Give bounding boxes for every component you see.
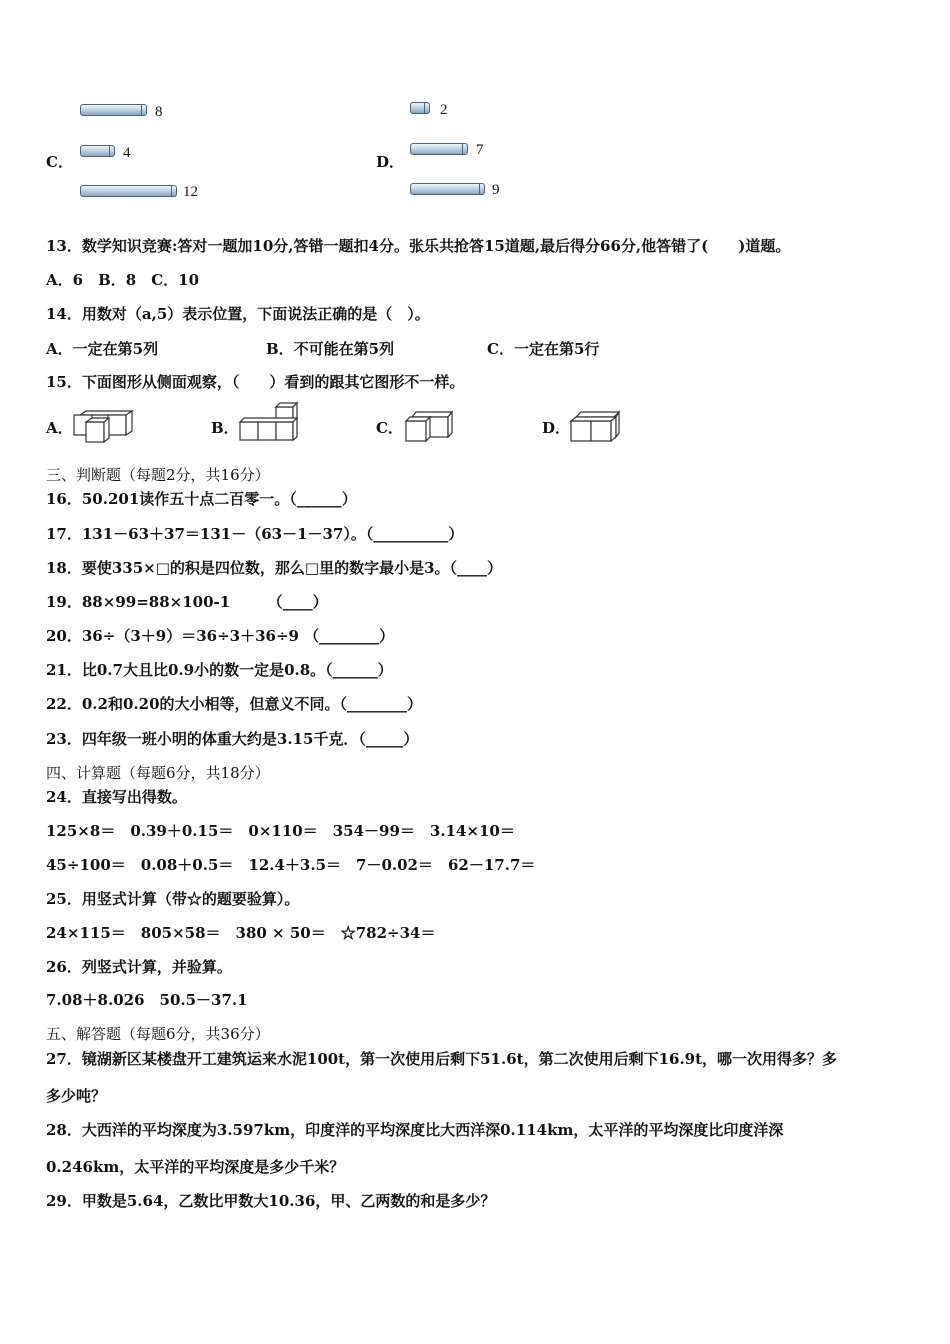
- question-14: 14．用数对（a,5）表示位置，下面说法正确的是（ ）。: [46, 305, 430, 323]
- rod-image: [80, 145, 115, 157]
- question-21: 21．比0.7大且比0.9小的数一定是0.8。（______）: [46, 661, 393, 679]
- question-14-option-c[interactable]: C．一定在第5行: [487, 340, 600, 358]
- question-15-option-c[interactable]: C．: [376, 419, 403, 437]
- question-22: 22．0.2和0.20的大小相等，但意义不同。（________）: [46, 695, 423, 713]
- rod-image: [80, 104, 147, 116]
- question-27-line-2: 多少吨？: [46, 1087, 107, 1105]
- rod-length-label: 2: [440, 102, 448, 118]
- cube-figure-b: [236, 400, 300, 445]
- option-d-label[interactable]: D．: [376, 153, 405, 171]
- question-15-option-b[interactable]: B．: [211, 419, 239, 437]
- question-15-option-a[interactable]: A．: [46, 419, 73, 437]
- question-15-option-d[interactable]: D．: [542, 419, 571, 437]
- question-17: 17．131－63＋37＝131－（63－1－37）。（__________）: [46, 525, 464, 543]
- rod-length-label: 9: [492, 182, 500, 198]
- rod-image: [410, 183, 485, 195]
- question-16: 16．50.201读作五十点二百零一。（______）: [46, 490, 357, 508]
- question-25: 25．用竖式计算（带☆的题要验算）。: [46, 890, 300, 908]
- rod-length-label: 12: [183, 184, 198, 200]
- question-26: 26．列竖式计算，并验算。: [46, 958, 232, 976]
- question-19: 19．88×99=88×100-1 （____）: [46, 593, 328, 611]
- section-3-title: 三、判断题（每题2分，共16分）: [46, 466, 270, 484]
- question-13: 13．数学知识竞赛:答对一题加10分,答错一题扣4分。张乐共抢答15道题,最后得分66分,他答错了( )道题。: [46, 237, 791, 255]
- question-28-line-2: 0.246km，太平洋的平均深度是多少千米？: [46, 1158, 345, 1176]
- option-c-label[interactable]: C．: [46, 153, 73, 171]
- question-27-line-1: 27．镜湖新区某楼盘开工建筑运来水泥100t，第一次使用后剩下51.6t，第二次使用后剩下16.9t，哪一次用得多？多: [46, 1050, 838, 1068]
- rod-image: [410, 143, 468, 155]
- question-26-row: 7.08＋8.026 50.5－37.1: [46, 991, 248, 1009]
- question-25-row: 24×115＝ 805×58＝ 380 × 50＝ ☆782÷34＝: [46, 924, 436, 942]
- question-13-options[interactable]: A．6 B．8 C．10: [46, 271, 200, 289]
- rod-image: [410, 102, 430, 114]
- question-14-option-b[interactable]: B．不可能在第5列: [266, 340, 395, 358]
- cube-figure-c: [402, 409, 456, 445]
- section-5-title: 五、解答题（每题6分，共36分）: [46, 1025, 270, 1043]
- question-20: 20．36÷（3＋9）＝36÷3＋36÷9 （________）: [46, 627, 395, 645]
- question-18: 18．要使335×□的积是四位数，那么□里的数字最小是3。（____）: [46, 559, 503, 577]
- rod-length-label: 7: [476, 142, 484, 158]
- question-29: 29．甲数是5.64，乙数比甲数大10.36，甲、乙两数的和是多少？: [46, 1192, 496, 1210]
- rod-length-label: 8: [155, 104, 163, 120]
- rod-image: [80, 185, 177, 197]
- question-15: 15．下面图形从侧面观察，（ ）看到的跟其它图形不一样。: [46, 373, 465, 391]
- section-4-title: 四、计算题（每题6分，共18分）: [46, 764, 270, 782]
- question-23: 23．四年级一班小明的体重大约是3.15千克．（_____）: [46, 730, 419, 748]
- question-24-row-2: 45÷100＝ 0.08＋0.5＝ 12.4＋3.5＝ 7－0.02＝ 62－17.7＝: [46, 856, 536, 874]
- cube-figure-a: [72, 409, 136, 445]
- question-24-row-1: 125×8＝ 0.39＋0.15＝ 0×110＝ 354－99＝ 3.14×10＝: [46, 822, 515, 840]
- cube-figure-d: [567, 409, 623, 445]
- question-28-line-1: 28．大西洋的平均深度为3.597km，印度洋的平均深度比大西洋深0.114km，太平洋的平均深度比印度洋深: [46, 1121, 784, 1139]
- rod-length-label: 4: [123, 145, 131, 161]
- question-24: 24．直接写出得数。: [46, 788, 187, 806]
- question-14-option-a[interactable]: A．一定在第5列: [46, 340, 159, 358]
